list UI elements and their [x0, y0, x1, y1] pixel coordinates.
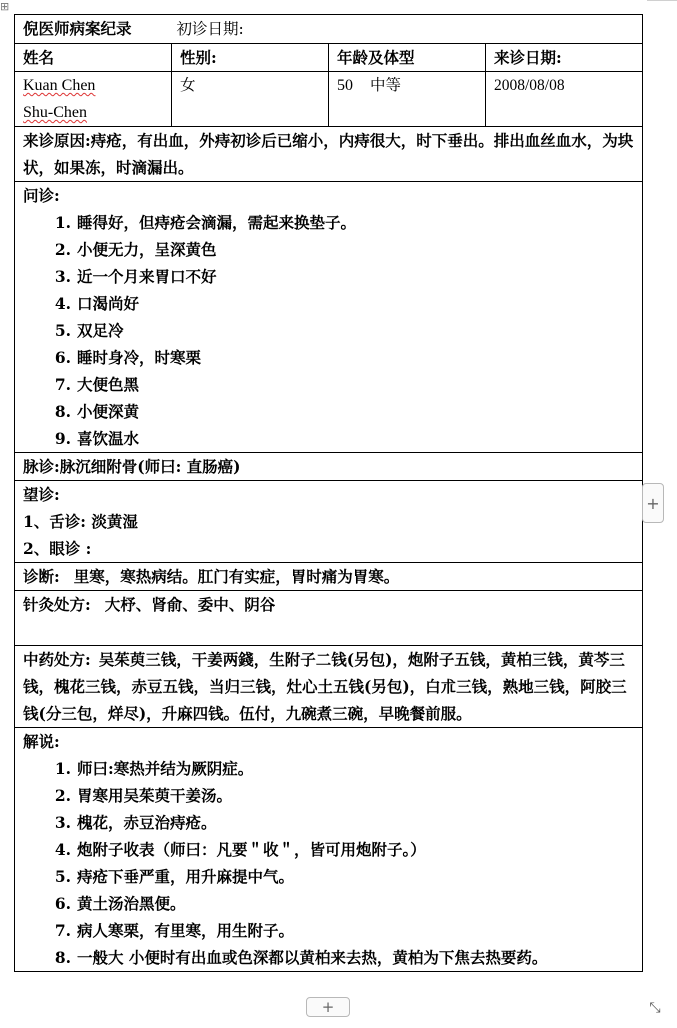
list-item: 5. 痔疮下垂严重，用升麻提中气。 — [54, 867, 295, 886]
first-visit-date-label: 初诊日期: — [176, 20, 244, 38]
add-column-button[interactable]: + — [642, 483, 664, 523]
herbal-text: 吴茱萸三钱，干姜两錢，生附子二钱(另包)，炮附子五钱，黄柏三钱，黄芩三钱，槐花三钱，赤豆五钱，当归三钱，灶心土五钱(另包)，白朮三钱，熟地三钱，阿胶三钱(分三包，烊尽)，升麻四钱。伍付，九碗煮三碗，早晚餐前服。 — [23, 650, 627, 723]
patient-name-line2: Shu-Chen — [23, 104, 87, 121]
visit-date-value: 2008/08/08 — [486, 72, 643, 127]
diagnosis-row — [15, 563, 643, 591]
reason-row — [15, 127, 643, 182]
tongue-diagnosis: 1、舌诊: 淡黄湿 — [23, 512, 138, 531]
list-item: 8. 一般大 小便时有出血或色深都以黄柏来去热，黄柏为下焦去热要药。 — [54, 948, 548, 967]
list-item: 8. 小便深黄 — [54, 402, 140, 421]
list-item: 6. 黄土汤治黑便。 — [54, 894, 186, 913]
inquiry-list — [23, 209, 642, 452]
list-item: 7. 病人寒栗，有里寒，用生附子。 — [54, 921, 295, 940]
list-item: 1. 师曰:寒热并结为厥阴症。 — [54, 759, 254, 778]
header-row — [15, 44, 643, 72]
list-item: 2. 胃寒用吴茱萸干姜汤。 — [54, 786, 233, 805]
list-item: 7. 大便色黑 — [54, 375, 140, 394]
list-item: 1. 睡得好，但痔疮会滴漏，需起来换垫子。 — [54, 213, 357, 232]
list-item: 2. 小便无力，呈深黄色 — [54, 240, 217, 259]
patient-sex: 女 — [172, 72, 329, 127]
patient-build: 中等 — [369, 76, 401, 94]
list-item: 3. 近一个月来胃口不好 — [54, 267, 217, 286]
diagnosis-text: 里寒，寒热病结。肛门有实症，胃时痛为胃寒。 — [73, 567, 400, 586]
patient-age: 50 — [337, 77, 353, 94]
add-row-button[interactable]: + — [306, 997, 350, 1017]
list-item: 4. 炮附子收表（师曰：凡要＂收＂，皆可用炮附子。） — [54, 840, 426, 859]
explanation-label: 解说: — [23, 732, 60, 751]
inspection-label: 望诊: — [23, 485, 60, 504]
inspection-row — [15, 481, 643, 563]
record-title: 倪医师病案纪录 — [23, 19, 132, 38]
reason-text: 痔疮，有出血，外痔初诊后已缩小，内痔很大，时下垂出。排出血丝血水，为块状，如果冻，时滴漏出。 — [23, 131, 634, 177]
explanation-list — [23, 755, 642, 971]
pulse-label: 脉诊: — [23, 457, 60, 476]
herbal-label: 中药处方: — [23, 650, 91, 669]
list-item: 5. 双足冷 — [54, 321, 124, 340]
reason-label: 来诊原因: — [23, 131, 91, 150]
name-header: 姓名 — [15, 44, 172, 72]
acupuncture-label: 针灸处方: — [23, 595, 91, 614]
sex-header: 性别: — [172, 44, 329, 72]
list-item: 9. 喜饮温水 — [54, 429, 140, 448]
inquiry-row — [15, 182, 643, 453]
page-edge-line — [647, 0, 677, 1]
eye-diagnosis: 2、眼诊 : — [23, 539, 92, 558]
title-row — [15, 15, 643, 44]
explanation-row — [15, 728, 643, 972]
pulse-text: 脉沉细附骨(师曰: 直肠癌) — [59, 457, 241, 476]
acupuncture-row — [15, 591, 643, 646]
diagnosis-label: 诊断: — [23, 567, 60, 586]
age-build-header: 年龄及体型 — [329, 44, 486, 72]
case-record-table — [14, 14, 643, 972]
list-item: 3. 槐花，赤豆治痔疮。 — [54, 813, 217, 832]
table-move-handle-icon[interactable]: ⊞ — [0, 0, 10, 13]
resize-icon[interactable]: ⤡ — [649, 1000, 661, 1016]
list-item: 6. 睡时身冷，时寒栗 — [54, 348, 202, 367]
acupuncture-text: 大杼、肾俞、委中、阴谷 — [104, 595, 276, 614]
case-record-document — [14, 14, 642, 972]
inquiry-label: 问诊: — [23, 186, 60, 205]
pulse-row — [15, 453, 643, 481]
herbal-row — [15, 646, 643, 728]
visit-date-header: 来诊日期: — [486, 44, 643, 72]
patient-info-row — [15, 72, 643, 127]
patient-name-line1: Kuan Chen — [23, 77, 96, 94]
list-item: 4. 口渴尚好 — [54, 294, 140, 313]
